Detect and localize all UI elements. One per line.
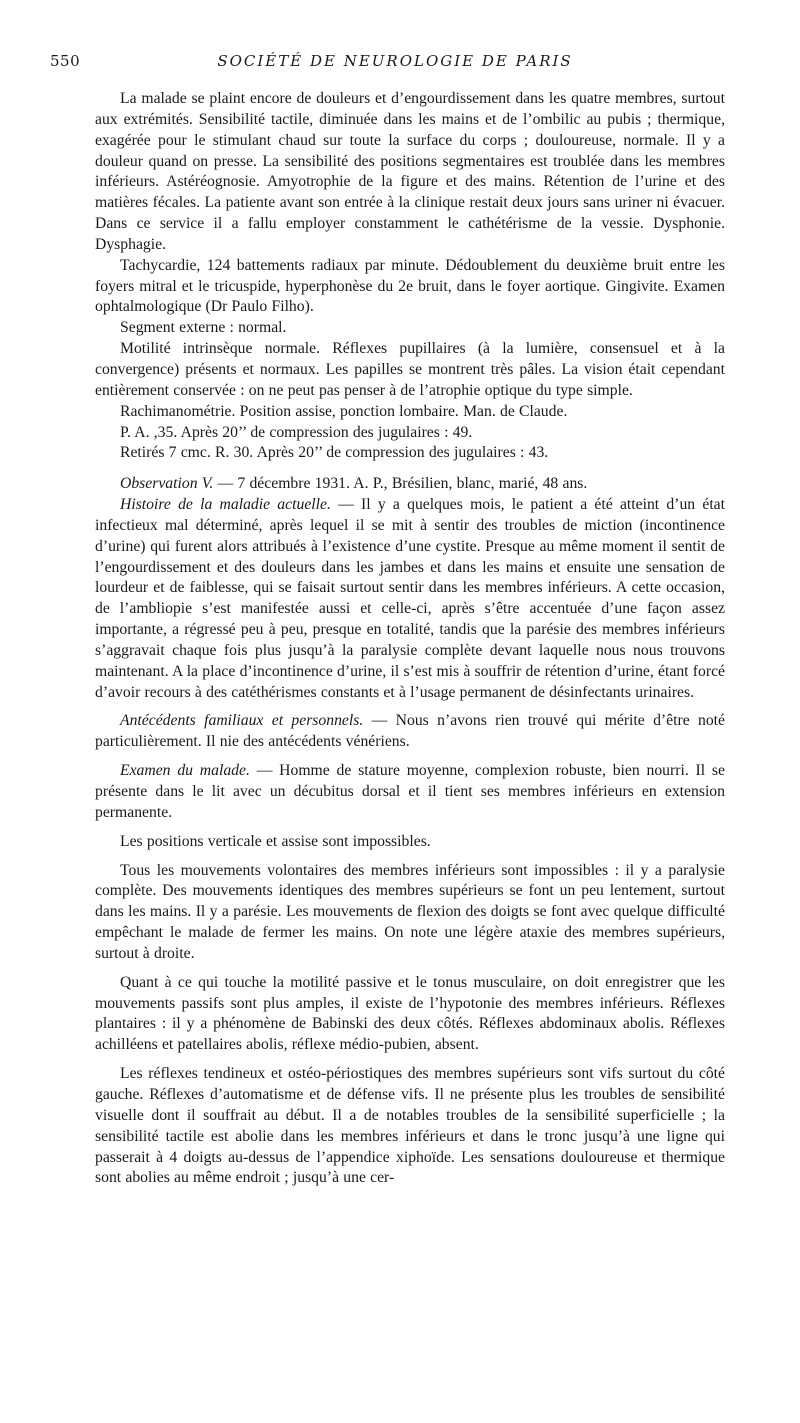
paragraph-motility: Motilité intrinsèque normale. Réflexes pupillaires (à la lumière, consensuel et à la convergence) présents et normaux. Les papilles se montrent très pâles. La vision était cependant entièrement conservée : on ne peut pas penser à de l’atrophie optique du type simple.	[95, 340, 725, 399]
paragraph-tachycardia: Tachycardie, 124 battements radiaux par minute. Dédoublement du deuxième bruit entre les foyers mitral et le tricuspide, hyperphonèse du 2e bruit, dans le foyer aortique. Gingivite. Examen ophtalmologique (Dr Paulo Filho).	[95, 256, 725, 316]
paragraph-antecedents: Antécédents familiaux et personnels. — Nous n’avons rien trouvé qui mérite d’être noté particulièrement. Il nie des antécédents vénériens.	[95, 712, 726, 751]
body-text	[95, 89, 725, 1189]
paragraph-observation: Observation V. — 7 décembre 1931. A. P., Brésilien, blanc, marié, 48 ans.	[120, 475, 588, 493]
paragraph-symptoms: La malade se plaint encore de douleurs et d’engourdissement dans les quatre membres, surtout aux extrémités. Sensibilité tactile, diminuée dans les mains et de l’ombilic au pubis ; thermique, exagérée pour le stimulant chaud sur toute la surface du corps ; douloureuse, normale. Il y a douleur quand on presse. La sensibilité des positions segmentaires est troublée dans les membres inférieurs. Astéréognosie. Amyotrophie de la figure et des mains. Rétention de l’urine et des matières fécales. La patiente avant son entrée à la clinique restait deux jours sans uriner ni évacuer. Dans ce service il a fallu employer constamment le cathétérisme de la vessie. Dysphonie. Dysphagie.	[95, 90, 725, 253]
paragraph-history: Histoire de la maladie actuelle. — Il y a quelques mois, le patient a été atteint d’un état infectieux mal déterminé, après lequel il se mit à sentir des troubles de miction (incontinence d’urine) qui furent alors attribués à l’existence d’une cystite. Presque au même moment il sentit de l’engourdissement et des douleurs dans les jambes et dans les mains et ensuite une sensation de lourdeur et de faiblesse, qui se faisait surtout sentir dans les membres inférieurs. A cette occasion, de l’ambliopie s’est manifestée aussi et celle-ci, après s’être accentuée d’une façon assez importante, a régressé peu à peu, presque en totalité, tandis que la parésie des membres inférieurs s’aggravait chaque fois plus jusqu’à la paralysie complète devant laquelle nous nous trouvons maintenant. A la place d’incontinence d’urine, il s’est mis à souffrir de rétention d’urine, étant forcé d’avoir recours à des catéthérismes constants et à l’usage permanent de désinfectants urinaires.	[95, 496, 726, 701]
paragraph-pressure-2: Retirés 7 cmc. R. 30. Après 20’’ de compression des jugulaires : 43.	[120, 444, 549, 462]
paragraph-movements: Tous les mouvements volontaires des membres inférieurs sont impossibles : il y a paralysie complète. Des mouvements identiques des membres supérieurs se font un peu lentement, surtout dans les mains. Il y a parésie. Les mouvements de flexion des doigts se font avec quelque difficulté empêchant le malade de fermer les mains. On note une légère ataxie des membres supérieurs, surtout à droite.	[95, 861, 725, 962]
page-number: 550	[50, 52, 81, 70]
paragraph-pressure-1: P. A. ,35. Après 20’’ de compression des jugulaires : 49.	[120, 423, 473, 441]
history-heading: Histoire de la maladie actuelle.	[120, 496, 331, 514]
examination-heading: Examen du malade.	[120, 762, 250, 780]
observation-heading: Observation V.	[120, 475, 214, 493]
paragraph-examination: Examen du malade. — Homme de stature moyenne, complexion robuste, bien nourri. Il se présente dans le lit avec un décubitus dorsal et il tient ses membres inférieurs en extension permanente.	[95, 762, 725, 821]
paragraph-segment: Segment externe : normal.	[120, 319, 287, 337]
running-title: SOCIÉTÉ DE NEUROLOGIE DE PARIS	[217, 52, 573, 70]
paragraph-passive-motility: Quant à ce qui touche la motilité passive et le tonus musculaire, on doit enregistrer que les mouvements passifs sont plus amples, il existe de l’hypotonie des membres inférieurs. Réflexes plantaires : il y a phénomène de Babinski des deux côtés. Réflexes abdominaux abolis. Réflexes achilléens et patellaires abolis, réflexe médio-pubien, absent.	[95, 973, 725, 1054]
paragraph-rachimanometry: Rachimanométrie. Position assise, ponction lombaire. Man. de Claude.	[120, 402, 568, 420]
paragraph-positions: Les positions verticale et assise sont impossibles.	[120, 832, 431, 850]
antecedents-heading: Antécédents familiaux et personnels.	[120, 712, 364, 730]
page-header	[50, 52, 740, 76]
paragraph-reflexes: Les réflexes tendineux et ostéo-périostiques des membres supérieurs sont vifs surtout du côté gauche. Réflexes d’automatisme et de défense vifs. Il ne présente plus les troubles de sensibilité visuelle dont il souffrait au début. Il a de notables troubles de la sensibilité superficielle ; la sensibilité tactile est abolie dans les membres inférieurs et dans le tronc jusqu’à une ligne qui passerait à 4 doigts au-dessus de l’appendice xiphoïde. Les sensations douloureuse et thermique sont abolies au même endroit ; jusqu’à une cer-	[95, 1065, 725, 1187]
